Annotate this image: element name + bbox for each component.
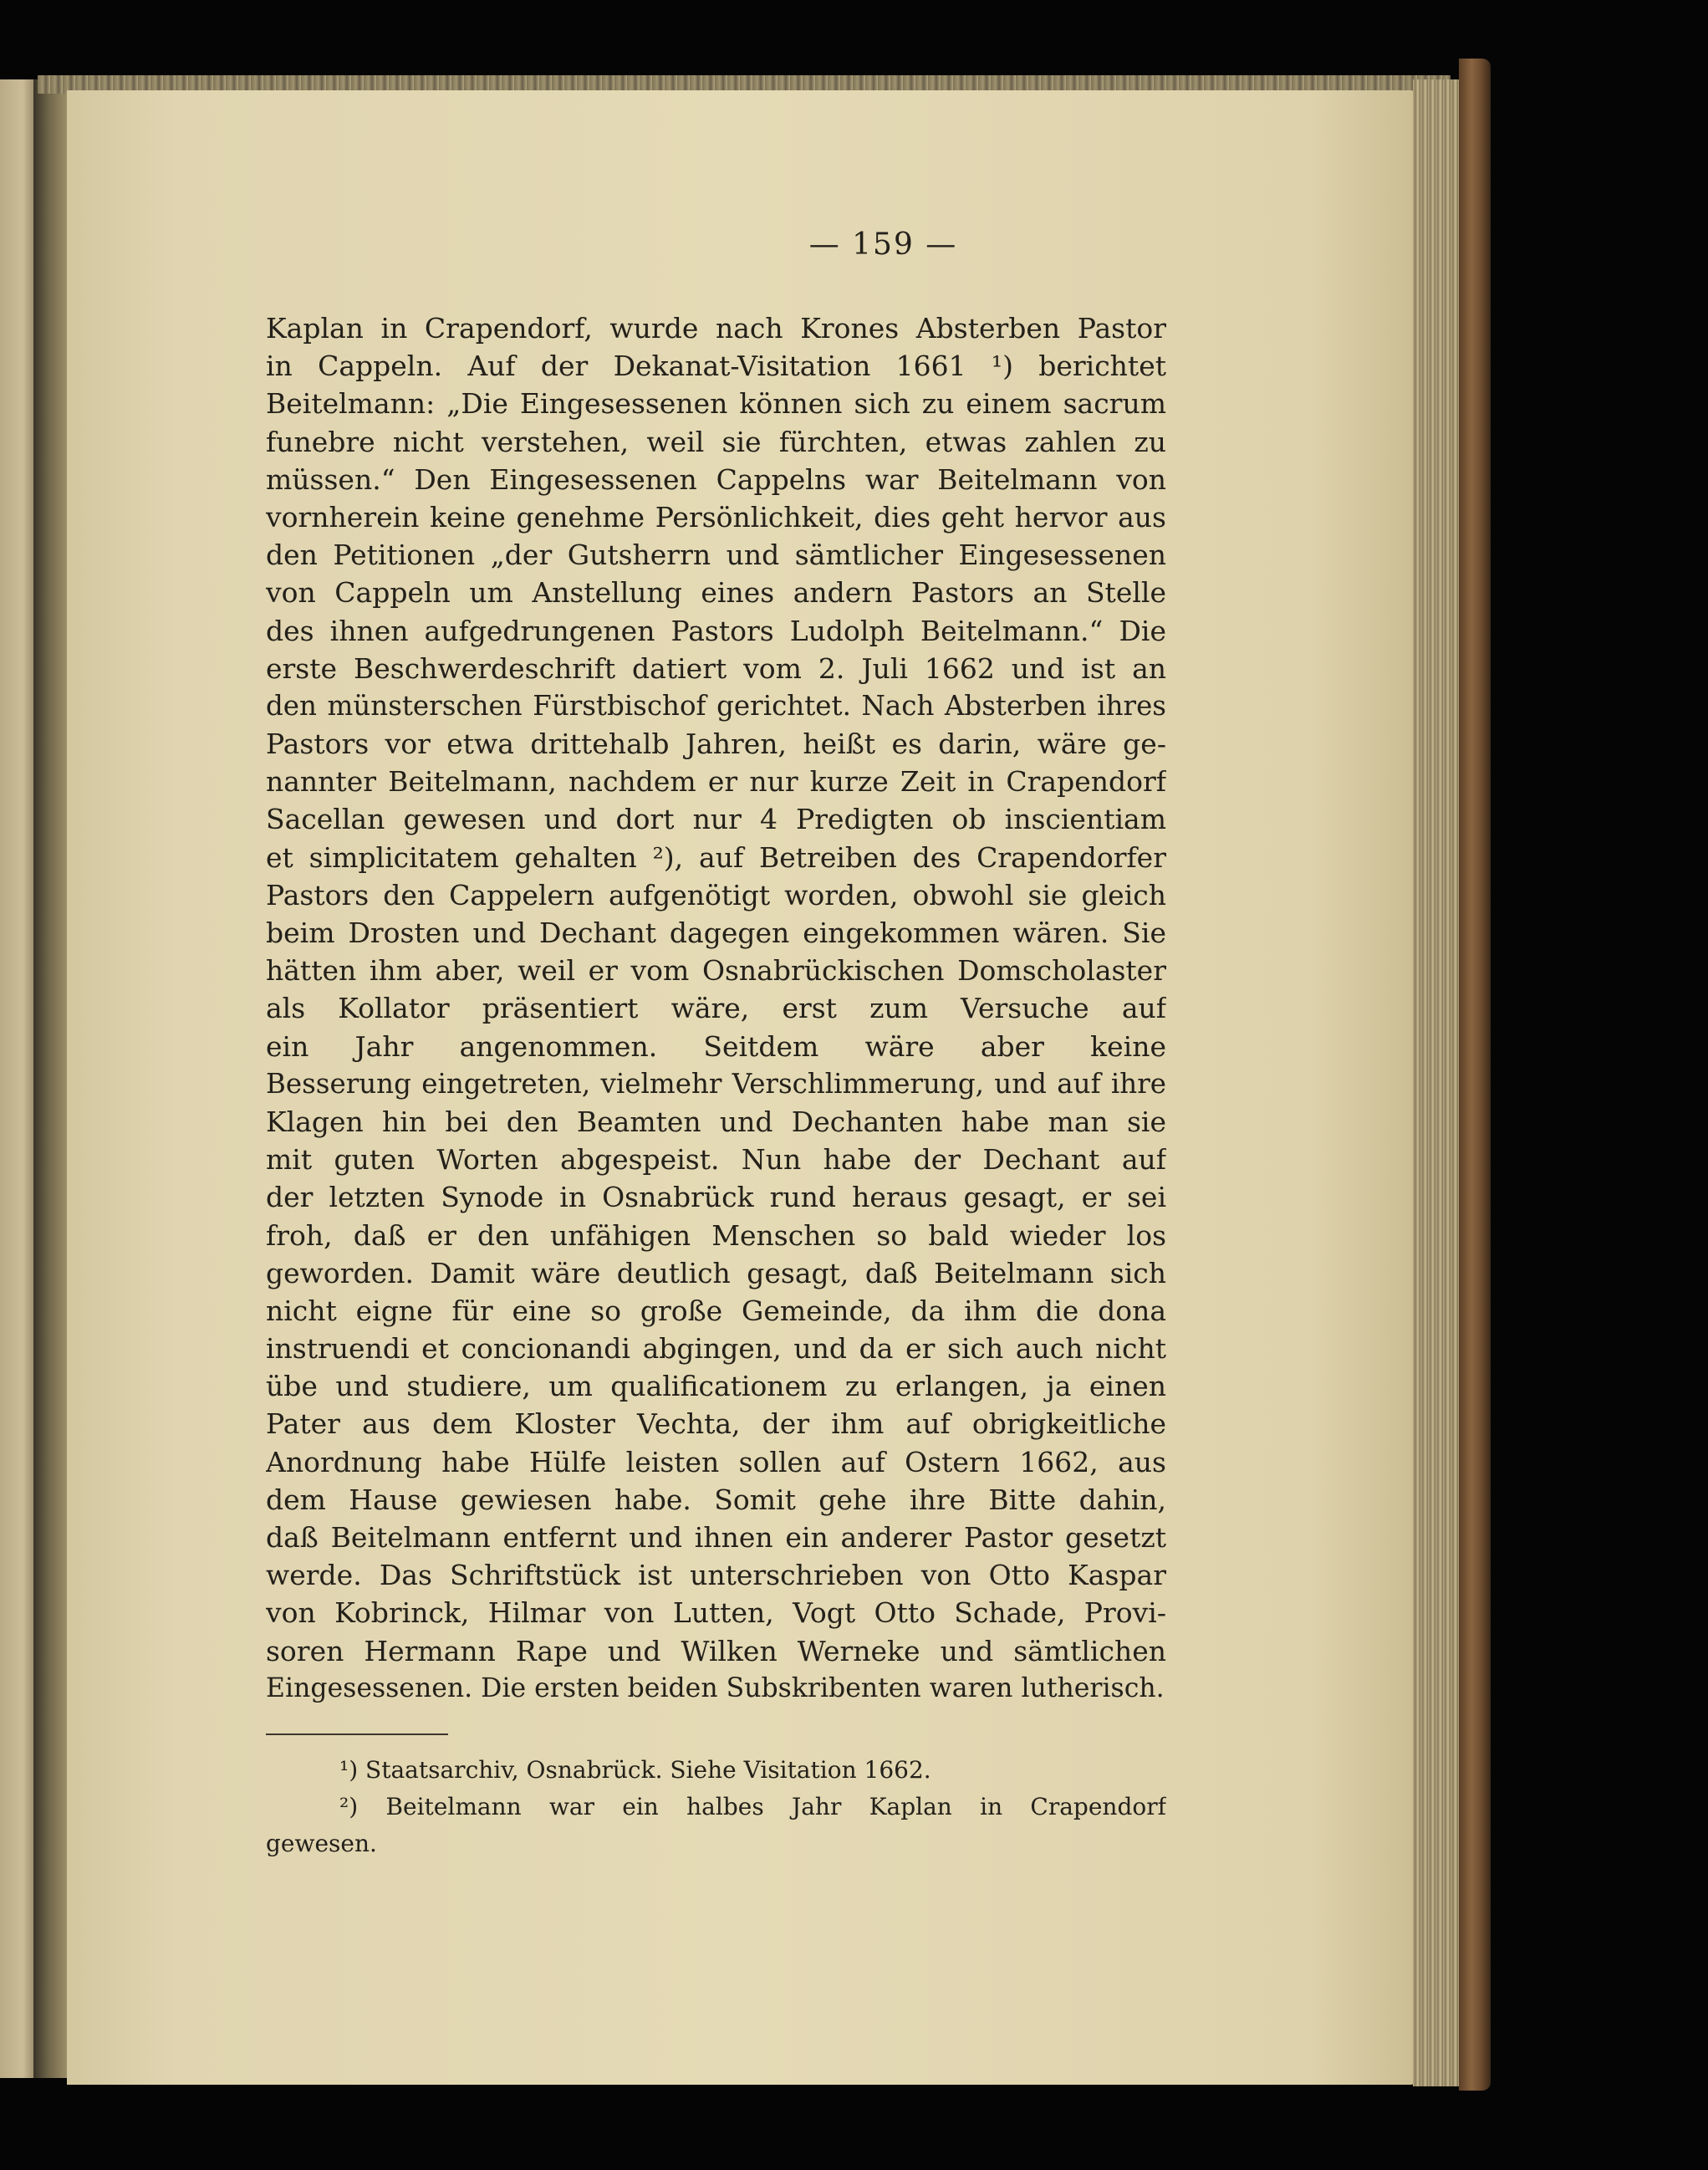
text-line: erste Beschwerdeschrift datiert vom 2. Juli 1662 und ist an xyxy=(266,651,1166,685)
text-line: übe und studiere, um qualificationem zu erlangen, ja einen xyxy=(266,1370,1166,1403)
text-line: Besserung eingetreten, vielmehr Verschlimmerung, und auf ihre xyxy=(266,1067,1166,1100)
footnotes xyxy=(266,1752,1166,1862)
text-line: nicht eigne für eine so große Gemeinde, da ihm die dona xyxy=(266,1294,1166,1327)
text-line: Anordnung habe Hülfe leisten sollen auf Ostern 1662, aus xyxy=(266,1445,1166,1478)
text-line: daß Beitelmann entfernt und ihnen ein anderer Pastor gesetzt xyxy=(266,1521,1166,1554)
text-line: hätten ihm aber, weil er vom Osnabrückischen Domscholaster xyxy=(266,954,1166,988)
text-line: et simplicitatem gehalten ²), auf Betreiben des Crapendorfer xyxy=(266,840,1166,874)
text-line: müssen.“ Den Eingesessenen Cappelns war Beitelmann von xyxy=(266,462,1166,496)
text-line: als Kollator präsentiert wäre, erst zum Versuche auf xyxy=(266,992,1166,1025)
text-line: geworden. Damit wäre deutlich gesagt, daß Beitelmann sich xyxy=(266,1256,1166,1289)
text-line: ein Jahr angenommen. Seitdem wäre aber keine xyxy=(266,1029,1166,1063)
book-gutter xyxy=(33,79,71,2078)
text-line: Eingesessenen. Die ersten beiden Subskribenten waren lutherisch. xyxy=(266,1672,1165,1703)
text-line: von Cappeln um Anstellung eines andern Pastors an Stelle xyxy=(266,576,1166,610)
text-line: der letzten Synode in Osnabrück rund heraus gesagt, er sei xyxy=(266,1181,1166,1214)
text-line: instruendi et concionandi abgingen, und da er sich auch nicht xyxy=(266,1332,1166,1366)
text-line: Klagen hin bei den Beamten und Dechanten habe man sie xyxy=(266,1105,1166,1138)
facing-page-edge xyxy=(0,79,38,2078)
text-line: von Kobrinck, Hilmar von Lutten, Vogt Otto Schade, Provi- xyxy=(266,1596,1166,1630)
text-line: werde. Das Schriftstück ist unterschrieben von Otto Kaspar xyxy=(266,1559,1166,1592)
book-cover-edge xyxy=(1459,59,1491,2091)
text-line: vornherein keine genehme Persönlichkeit, dies geht hervor aus xyxy=(266,500,1166,534)
text-line: Pastors vor etwa drittehalb Jahren, heißt es darin, wäre ge- xyxy=(266,728,1166,761)
text-line: Sacellan gewesen und dort nur 4 Predigten ob inscientiam xyxy=(266,803,1166,836)
text-line: Beitelmann: „Die Eingesessenen können sich zu einem sacrum xyxy=(266,387,1166,421)
text-line: froh, daß er den unfähigen Menschen so bald wieder los xyxy=(266,1218,1166,1252)
text-line: Pater aus dem Kloster Vechta, der ihm auf obrigkeitliche xyxy=(266,1407,1166,1441)
text-line: soren Hermann Rape und Wilken Werneke und sämtlichen xyxy=(266,1634,1166,1667)
text-line: Pastors den Cappelern aufgenötigt worden, obwohl sie gleich xyxy=(266,878,1166,911)
body-text xyxy=(266,309,1166,1708)
text-line: in Cappeln. Auf der Dekanat-Visitation 1661 ¹) berichtet xyxy=(266,350,1166,383)
text-line: funebre nicht verstehen, weil sie fürchten, etwas zahlen zu xyxy=(266,425,1166,458)
footnote-2: ²) Beitelmann war ein halbes Jahr Kaplan in Crapendorf xyxy=(339,1793,1166,1820)
text-line: beim Drosten und Dechant dagegen eingekommen wären. Sie xyxy=(266,917,1166,949)
text-line: den münsterschen Fürstbischof gerichtet. Nach Absterben ihres xyxy=(266,689,1166,722)
text-line: mit guten Worten abgespeist. Nun habe der Dechant auf xyxy=(266,1143,1166,1177)
footnote-1: ¹) Staatsarchiv, Osnabrück. Siehe Visitation 1662. xyxy=(339,1756,931,1784)
footnote-2-continuation: gewesen. xyxy=(266,1830,377,1857)
page-fore-edge xyxy=(1413,79,1463,2086)
text-line: dem Hause gewiesen habe. Somit gehe ihre Bitte dahin, xyxy=(266,1483,1166,1516)
text-line: Kaplan in Crapendorf, wurde nach Krones Absterben Pastor xyxy=(266,312,1166,345)
page-number: — 159 — xyxy=(808,227,958,262)
text-line: nannter Beitelmann, nachdem er nur kurze Zeit in Crapendorf xyxy=(266,765,1166,799)
text-line: des ihnen aufgedrungenen Pastors Ludolph Beitelmann.“ Die xyxy=(266,614,1166,647)
text-line: den Petitionen „der Gutsherrn und sämtlicher Eingesessenen xyxy=(266,539,1166,572)
footnote-separator xyxy=(266,1733,448,1735)
